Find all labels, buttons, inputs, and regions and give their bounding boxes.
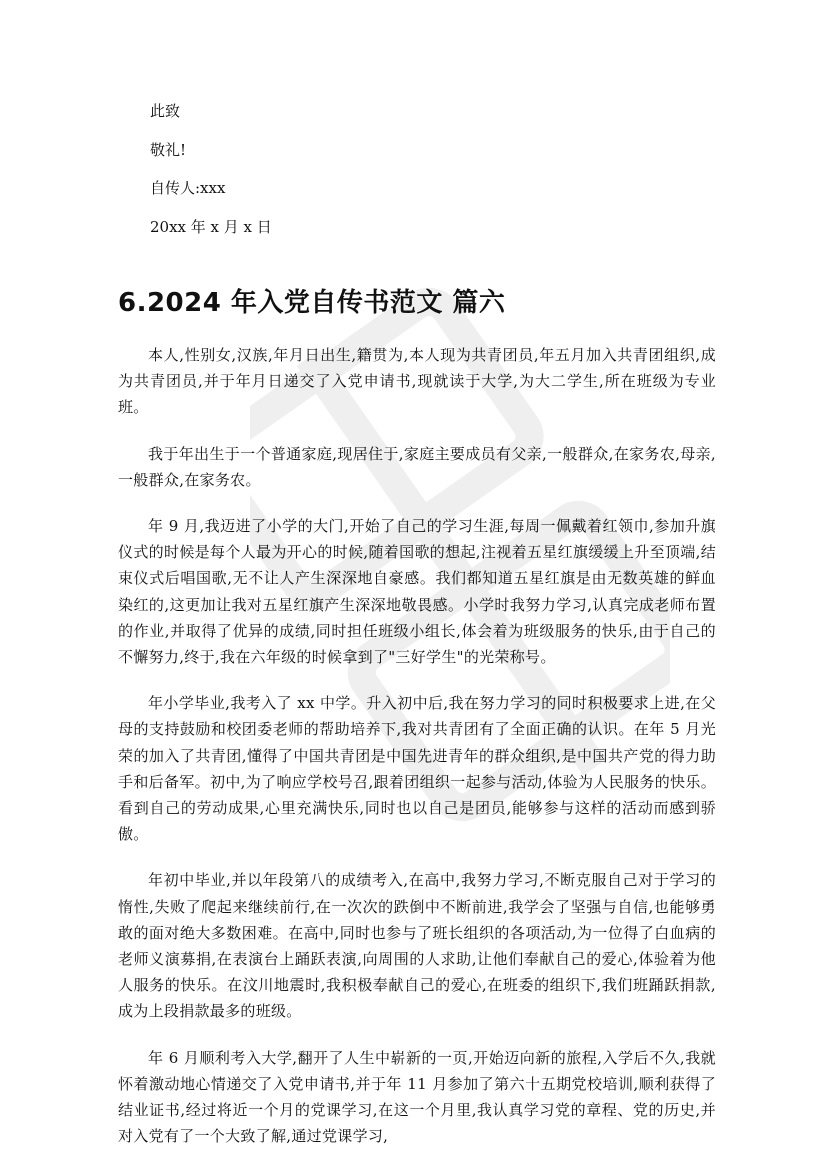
- paragraph: 年初中毕业,并以年段第八的成绩考入,在高中,我努力学习,不断克服自己对于学习的惰性,失败了爬起来继续前行,在一次次的跌倒中不断前进,我学会了坚强与自信,也能够勇敢的面对绝大多数困难。在高中,同时也参与了班长组织的各项活动,为一位得了白血病的老师义演募捐,在表演台上踊跃表演,向周围的人求助,让他们奉献自己的爱心,体验着为他人服务的快乐。在汶川地震时,我积极奉献自己的爱心,在班委的组织下,我们班踊跃捐款,成为上段捐款最多的班级。: [118, 871, 716, 1021]
- section-heading: 6.2024 年入党自传书范文 篇六: [118, 288, 506, 318]
- section-body: [118, 342, 716, 1169]
- paragraph: 年小学毕业,我考入了 xx 中学。升入初中后,我在努力学习的同时积极要求上进,在父母的支持鼓励和校团委老师的帮助培养下,我对共青团有了全面正确的认识。在年 5 月光荣的加入了共青团,懂得了中国共青团是中国先进青年的群众组织,是中国共产党的得力助手和后备军。初中,为了响应学校号召,跟着团组织一起参与活动,体验为人民服务的快乐。看到自己的劳动成果,心里充满快乐,同时也以自己是团员,能够参与这样的活动而感到骄傲。: [118, 694, 716, 844]
- closing-author: 自传人:xxx: [150, 179, 226, 197]
- closing-salutation: 此致: [150, 102, 181, 120]
- paragraph: 本人,性别女,汉族,年月日出生,籍贯为,本人现为共青团员,年五月加入共青团组织,成为共青团员,并于年月日递交了入党申请书,现就读于大学,为大二学生,所在班级为专业班。: [118, 346, 716, 417]
- paragraph: 年 6 月顺利考入大学,翻开了人生中崭新的一页,开始迈向新的旅程,入学后不久,我就怀着激动地心情递交了入党申请书,并于年 11 月参加了第六十五期党校培训,顺利获得了结业证书,经过将近一个月的党课学习,在这一个月里,我认真学习党的章程、党的历史,并对入党有了一个大致了解,通过党课学习,: [118, 1048, 716, 1146]
- closing-date: 20xx 年 x 月 x 日: [150, 218, 272, 236]
- paragraph: 年 9 月,我迈进了小学的大门,开始了自己的学习生涯,每周一佩戴着红领巾,参加升旗仪式的时候是每个人最为开心的时候,随着国歌的想起,注视着五星红旗缓缓上升至顶端,结束仪式后唱国歌,无不让人产生深深地自豪感。我们都知道五星红旗是由无数英雄的鲜血染红的,这更加让我对五星红旗产生深深地敬畏感。小学时我努力学习,认真完成老师布置的作业,并取得了优异的成绩,同时担任班级小组长,体会着为班级服务的快乐,由于自己的不懈努力,终于,我在六年级的时候拿到了"三好学生"的光荣称号。: [118, 517, 716, 667]
- closing-respect: 敬礼!: [150, 141, 187, 159]
- paragraph: 我于年出生于一个普通家庭,现居住于,家庭主要成员有父亲,一般群众,在家务农,母亲,一般群众,在家务农。: [118, 444, 716, 489]
